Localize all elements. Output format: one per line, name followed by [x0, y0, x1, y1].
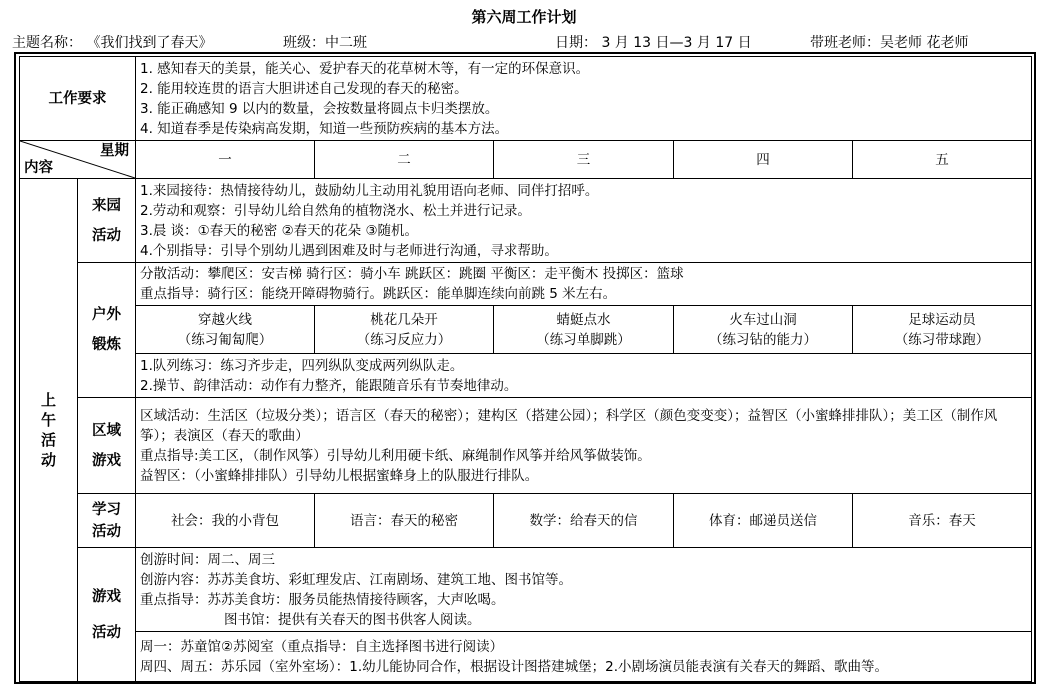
- learning-subject: 体育：邮递员送信: [674, 494, 853, 548]
- arrival-item: 2.劳动和观察：引导幼儿给自然角的植物浇水、松土并进行记录。: [140, 202, 531, 219]
- day-header: 三: [494, 141, 674, 179]
- area-row: [20, 398, 1032, 494]
- area-label: 区域 游戏: [78, 398, 136, 494]
- outdoor-game: 桃花几朵开 （练习反应力）: [315, 306, 494, 354]
- outdoor-intro-item: 重点指导：骑行区：能绕开障碍物骑行。跳跃区：能单脚连续向前跳 5 米左右。: [140, 286, 617, 302]
- outdoor-game: 足球运动员 （练习带球跑）: [853, 306, 1032, 354]
- learning-subject: 数学：给春天的信: [494, 494, 674, 548]
- requirements-label: 工作要求: [20, 57, 136, 141]
- corner-weekday-label: 星期: [100, 143, 129, 159]
- requirement-item: 3. 能正确感知 9 以内的数量，会按数量将圆点卡归类摆放。: [140, 100, 499, 117]
- learning-label: 学习 活动: [78, 494, 136, 548]
- play-item: 图书馆：提供有关春天的图书供客人阅读。: [224, 611, 481, 628]
- play-item: 创游内容：苏苏美食坊、彩虹理发店、江南剧场、建筑工地、图书馆等。: [140, 571, 572, 588]
- play-row: [20, 548, 1032, 632]
- requirement-item: 4. 知道春季是传染病高发期，知道一些预防疾病的基本方法。: [140, 120, 509, 137]
- play-schedule-row: [20, 632, 1032, 682]
- outdoor-intro-item: 分散活动：攀爬区：安吉梯 骑行区：骑小车 跳跃区：跳圈 平衡区：走平衡木 投掷区：篮球: [140, 266, 684, 282]
- theme-name: 主题名称： 《我们找到了春天》: [12, 35, 213, 51]
- outdoor-game: 穿越火线 （练习匍匐爬）: [136, 306, 315, 354]
- outdoor-intro: [136, 263, 1032, 306]
- requirement-item: 2. 能用较连贯的语言大胆讲述自己发现的春天的秘密。: [140, 80, 468, 97]
- weekday-header-row: [20, 141, 1032, 179]
- outdoor-label: 户外 锻炼: [78, 263, 136, 398]
- learning-row: [20, 494, 1032, 548]
- schedule-item: 周四、周五：苏乐园（室外室场）：1.幼儿能协同合作，根据设计图搭建城堡；2.小剧场演员能表演有关春天的舞蹈、歌曲等。: [140, 658, 889, 675]
- drill-item: 1.队列练习：练习齐步走，四列纵队变成两列纵队走。: [140, 357, 464, 374]
- play-label: 游戏 活动: [78, 548, 136, 682]
- outdoor-intro-row: [20, 263, 1032, 306]
- outdoor-drills: [136, 354, 1032, 398]
- morning-label: 上 午 活 动: [20, 179, 78, 682]
- drill-item: 2.操节、韵律活动：动作有力整齐，能跟随音乐有节奏地律动。: [140, 377, 518, 394]
- play-schedule: [136, 632, 1032, 682]
- learning-subject: 音乐：春天: [853, 494, 1032, 548]
- arrival-label: 来园 活动: [78, 179, 136, 263]
- play-item: 重点指导：苏苏美食坊：服务员能热情接待顾客，大声吆喝。: [140, 591, 505, 608]
- corner-content-label: 内容: [24, 160, 53, 176]
- arrival-row: [20, 179, 1032, 263]
- play-item: 创游时间：周二、周三: [140, 551, 275, 568]
- arrival-list: [136, 179, 1032, 263]
- teachers: 带班老师：吴老师 花老师: [810, 35, 969, 51]
- area-list: [136, 398, 1032, 494]
- page-title: 第六周工作计划: [471, 8, 577, 26]
- requirement-item: 1. 感知春天的美景，能关心、爱护春天的花草树木等，有一定的环保意识。: [140, 60, 590, 77]
- date-range: 日期： 3 月 13 日—3 月 17 日: [555, 35, 752, 51]
- area-item: 益智区：（小蜜蜂排排队）引导幼儿根据蜜蜂身上的队服进行排队。: [140, 467, 539, 484]
- arrival-item: 4.个别指导：引导个别幼儿遇到困难及时与老师进行沟通，寻求帮助。: [140, 242, 558, 259]
- requirements-row: [20, 57, 1032, 141]
- arrival-item: 3.晨 谈：①春天的秘密 ②春天的花朵 ③随机。: [140, 222, 419, 239]
- day-header: 二: [315, 141, 494, 179]
- learning-subject: 语言：春天的秘密: [315, 494, 494, 548]
- outdoor-games-row: [20, 306, 1032, 354]
- outdoor-game: 火车过山洞 （练习钻的能力）: [674, 306, 853, 354]
- requirements-list: [136, 57, 1032, 141]
- area-item: 重点指导:美工区，（制作风筝）引导幼儿利用硬卡纸、麻绳制作风筝并给风筝做装饰。: [140, 447, 651, 464]
- day-header: 四: [674, 141, 853, 179]
- outdoor-game: 蜻蜓点水 （练习单脚跳）: [494, 306, 674, 354]
- class-name: 班级：中二班: [283, 35, 367, 51]
- weekly-plan-table: [19, 56, 1032, 682]
- schedule-item: 周一：苏童馆②苏阅室（重点指导：自主选择图书进行阅读）: [140, 638, 504, 655]
- arrival-item: 1.来园接待：热情接待幼儿，鼓励幼儿主动用礼貌用语向老师、同伴打招呼。: [140, 182, 599, 199]
- play-list: [136, 548, 1032, 632]
- outdoor-drills-row: [20, 354, 1032, 398]
- day-header: 一: [136, 141, 315, 179]
- day-header: 五: [853, 141, 1032, 179]
- learning-subject: 社会：我的小背包: [136, 494, 315, 548]
- corner-header: [20, 141, 136, 179]
- area-item: 区域活动：生活区（垃圾分类）；语言区（春天的秘密）；建构区（搭建公园）；科学区（颜色变变变）；益智区（小蜜蜂排排队）；美工区（制作风筝）；表演区（春天的歌曲）: [140, 407, 998, 444]
